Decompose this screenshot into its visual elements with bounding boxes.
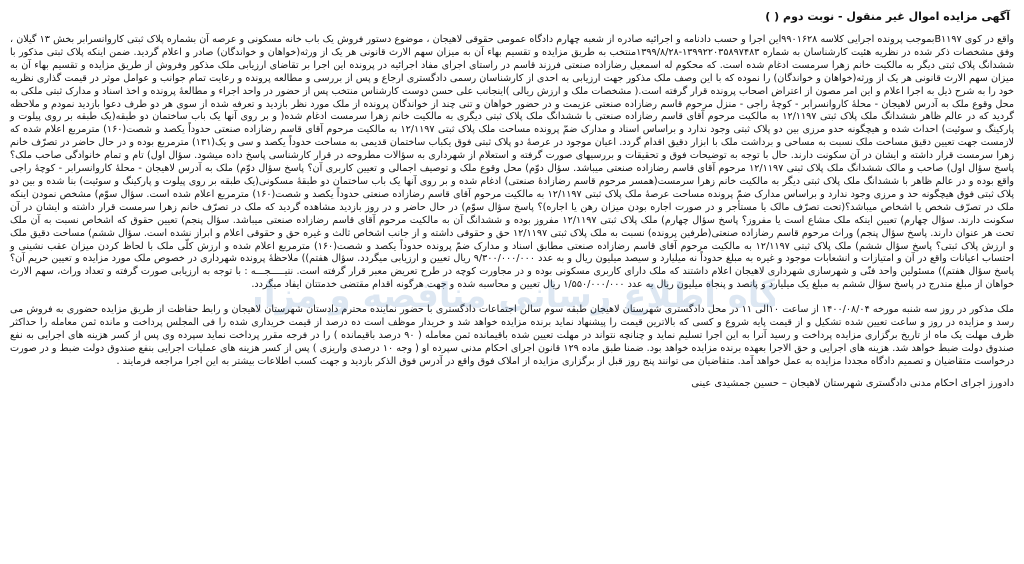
notice-body-paragraph: واقع در کوی B۱۱۹۷بموجب پرونده اجرایی کلاسه ۹۹۰۱۶۲۸این اجرا و حسب دادنامه و اجرائیه صادره از شعبه چهارم دادگاه عمومی حقوقی لاهیجان ، موضوع دستور فروش یک باب خانه مسکونی و عرصه آن بشماره پلاک ثبتی کاروانسرابر بخش ۱۳ گیلان ، وفق مشخصات ذکر شده در نظریه هئیت کارشناسان به شماره ۱۳۹۹۲۲۰۳۵۸۹۷۴۸۳-۱۳۹۹/۸/۲۸منتخب به طریق مزایده و تقسیم بهاء آن به میزان سهم الارث قانونی هر یک از ورثه(خواهان و خواندگان) صادر و اعلام گردید. ضمن اینکه پلاک ثبتی مذکور با ششدانگ پلاک ثبتی دیگر به مالکیت خانم زهرا سرمست ادغام شده است. که محکوم له اسمعیل رضازاده صنعتی فرزند قاسم در راستای اجرای مفاد اجرائیه در پرونده این اجرا بر تقاضای ارزیابی ملک مذکور وفروش از طریق مزایده و تقسیم بهاء آن به میزان سهم الارث قانونی هر یک از ورثه(خواهان و خواندگان) را نموده که با این وصف ملک مذکور جهت ارزیابی به احدی از کارشناسان رسمی دادگستری ارجاع و پس از بررسی و مطالعه پرونده و رعایت تمام جوانب و عوامل موثر در قیمت گذاری نظریه خود را به شرح ذیل به اجرا اعلام و این امر مصون از اعتراض اصحاب پرونده قرار گرفته است.( مشخصات ملک و ارزش ریالی )اینجانب علی حسن دوست کارشناس منتخب پس از حضور در واحد اجراء و مطالعۀ پرونده و اخذ اسناد و مدارک ثبتی ملکی به محل وقوع ملک به آدرس لاهیجان - محلۀ کاروانسرابر - کوچۀ راجی - منزل مرحوم قاسم رضازاده صنعتی عزیمت و در حضور خواهان و تنی چند از خواندگان پرونده از ملک مورد نظر بازدید و تعرفه شده از سوی هر دو طرف دعوا بازدید نمودم و ملاحظه گردید که در عالم ظاهر ششدانگ ملک پلاک ثبتی ۱۲/۱۱۹۷ به مالکیت مرحوم آقای قاسم رضازاده صنعتی با ششدانگ ملک پلاک ثبتی دیگری به مالکیت خانم زهرا سرمست ادغام شده( و بر روی آنها یک باب ساختمان دو طبقه(یک طبقه بر روی پیلوت و پارکینگ و سوئیت) احداث شده و هیچگونه حدو مرزی بین دو پلاک ثبتی وجود ندارد و براساس اسناد و مدارک ضمّ پرونده مساحت ملک پلاک ثبتی ۱۲/۱۱۹۷ به مالکیت مرحوم آقای قاسم رضازاده صنعتی حدوداً یکصد و شصت(۱۶۰) مترمربع اعلام شده که لازمست جهت تعیین دقیق مساحت ملک نسبت به مساحی و برداشت ملک با ابزار دقیق اقدام گردد. اعیان موجود در عرصۀ دو پلاک ثبتی فوق یکباب ساختمان قدیمی به مساحت حدوداً یکصد و سی و یک(۱۳۱) مترمربع بوده و در حال حاضر در تصرّف خانم زهرا سرمست قرار داشته و ایشان در آن سکونت دارند. حال با توجه به توضیحات فوق و تحقیقات و بررسیهای صورت گرفته و استعلام از شهرداری به سؤالات مطروحه در قرار کارشناسی پاسخ داده میشود. سؤال اول) تام و تمام خانوادگی صاحب ملک؟ پاسخ سؤال اول) صاحب و مالک ششدانگ ملک پلاک ثبتی ۱۲/۱۱۹۷ مرحوم آقای قاسم رضازاده صنعتی میباشد. سؤال دوّم) محل وقوع ملک و توصیف اجمالی و تعیین کاربری آن؟ پاسخ سؤال دوّم) ملک به آدرس لاهیجان - محلۀ کاروانسرابر - کوچۀ راجی واقع بوده و در عالم ظاهر با ششدانگ ملک پلاک ثبتی دیگر به مالکیت خانم زهرا سرمست(همسر مرحوم قاسم رضازادۀ صنعتی) ادغام شده و بر روی آنها یک باب ساختمان دو طبقۀ مسکونی(یک طبقه بر روی پیلوت و پارکینگ و سوئیت) بنا شده و بین دو پلاک ثبتی فوق هیچگونه حد و مرزی وجود ندارد و براساس مدارک ضمّ پرونده مساحت عرصۀ ملک پلاک ثبتی ۱۲/۱۱۹۷ به مالکیت مرحوم آقای قاسم رضازاده صنعتی حدوداً یکصد و شصت(۱۶۰) مترمربع اعلام شده است. سؤال سوّم) مشخص نمودن اینکه ملک در تصرّف شخص یا اشخاص میباشد؟(تحت تصرّف مالک یا مستأجر و در صورت اجاره بودن میزان رهن یا اجاره)؟ پاسخ سؤال سوّم) در حال حاضر و در روز بازدید مشاهده گردید که ملک در تصرّف خانم زهرا سرمست قرار داشته و ایشان در آن سکونت دارند. سؤال چهارم) تعیین اینکه ملک مشاع است یا مفروز؟ پاسخ سؤال چهارم) ملک پلاک ثبتی ۱۲/۱۱۹۷ مفروز بوده و ششدانگ آن به مالکیت مرحوم آقای قاسم رضازاده صنعتی میباشد. سؤال پنجم) تعیین حقوق که اشخاص نسبت به آن ملک تحت هر عنوان دارند. پاسخ سؤال پنجم) وراث مرحوم قاسم رضازاده صنعتی(طرفین پرونده) نسبت به ملک پلاک ثبتی ۱۲/۱۱۹۷ حق و حقوقی داشته و از جانب اشخاص ثالث و غیره حق و حقوقی اعلام و ابراز نشده است. سؤال ششم) مساحت دقیق ملک و ارزش پلاک ثبتی؟ پاسخ سؤال ششم) ملک پلاک ثبتی ۱۲/۱۱۹۷ به مالکیت مرحوم آقای قاسم رضازاده صنعتی مطابق اسناد و مدارک ضمّ پرونده حدوداً یکصد و شصت(۱۶۰) مترمربع اعلام شده و ارزش کلّی ملک با لحاظ کردن میزان عقب نشینی و احتساب اعیانات واقع در آن و امتیازات و انشعابات موجود و غیره به مبلغ حدوداً نه میلیارد و سیصد میلیون ریال و به عدد ۹/۳۰۰/۰۰۰/۰۰۰ ریال تعیین و ارزیابی میگردد. سؤال هفتم)) ملاحظۀ پرونده شهرداری در خصوص ملک مورد مزایده و تعیین حریم آن؟ پاسخ سؤال هفتم)) مسئولین واحد فنّی و شهرسازی شهرداری لاهیجان اعلام داشتند که ملک دارای کاربری مسکونی بوده و در مجاورت کوچه در طرح تعریض معبر قرار گرفته است. نتیـــــجـــه : با توجه به ارزیابی صورت گرفته و تعداد وراث، سهم الارث خواهان از مبلغ مندرج در پاسخ سؤال ششم به مبلغ یک میلیارد و پانصد و پنجاه میلیون ریال به عدد ۱/۵۵۰/۰۰۰/۰۰۰ ریال تعیین و محاسبه شده و جهت هرگونه اقدام مقتضی خدمتتان ایفاد میگردد. [10, 34, 1015, 291]
auction-terms-paragraph: ملک مذکور در روز سه شنبه مورخه ۱۴۰۰/۰۸/۰۴ از ساعت ۱۰الی ۱۱ در محل دادگستری شهرستان لاهیجان طبقه سوم سالن اجتماعات دادگستری با حضور نماینده محترم دادستان شهرستان لاهیجان و رابط حفاظت از طریق مزایده حضوری به فروش می رسد و مزایده در روز و ساعت تعیین شده تشکیل و از قیمت پایه شروع و کسی که بالاترین قیمت را پیشنهاد نماید برنده مزایده خواهد شد و خریدار موظف است ده درصد از قیمت خریداری شده را فی المجلس پرداخت و مانده ثمن معامله را حداکثر ظرف مهلت یک ماه از تاریخ برگزاری مزایده پرداخت و رسید آنرا به این اجرا تسلیم نماید و چنانچه نتواند در مهلت تعیین شده باقیمانده ثمن معامله ( ۹۰ درصد باقیمانده ) را در فرجه مقرر پرداخت نماید سپرده وی پس از کسر هزینه های اجرایی به نفع صندوق دولت ضبط خواهد شد. هزینه های اجرایی و حق الاجرا بعهده برنده مزایده خواهد بود. ضمنا طبق ماده ۱۲۹ قانون اجرای احکام مدنی سپرده او ( وجه ۱۰ درصدی واریزی ) پس از کسر هزینه های عملیات اجرایی بنفع صندوق دولت ضبط و در صورت درخواست متقاضیان و تصمیم دادگاه مجددا مزایده به عمل خواهد آمد. متقاضیان می توانند پنج روز قبل از برگزاری مزایده از املاک فوق واقع در آدرس فوق الذکر بازدید و جهت کسب اطلاعات بیشتر به این اجرا مراجعه فرمایند . [10, 304, 1015, 367]
notice-title: آگهی مزایده اموال غیر منقول - نوبت دوم ( ) [765, 10, 1010, 23]
signature-line: دادورز اجرای احکام مدنی دادگستری شهرستان لاهیجان – حسین جمشیدی عینی [691, 377, 1014, 389]
watermark-text: اه اطلاع رسانی مناقصه و مزا [263, 276, 761, 316]
paragraph-gap [10, 292, 1014, 304]
